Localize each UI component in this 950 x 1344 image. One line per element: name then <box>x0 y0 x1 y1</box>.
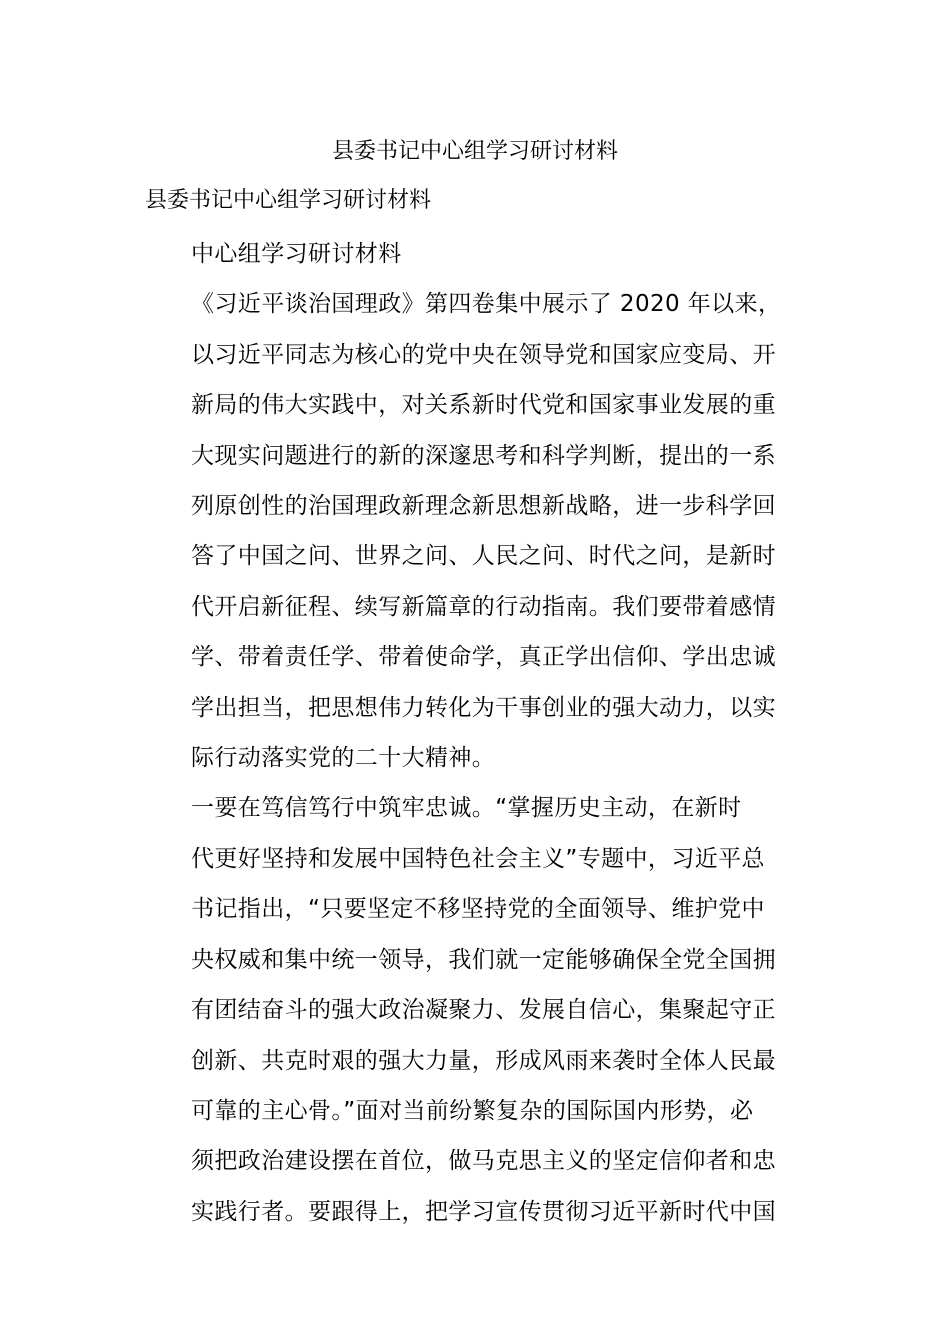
paragraph-line: 央权威和集中统一领导，我们就一定能够确保全党全国拥 <box>191 946 776 973</box>
document-body <box>145 229 817 1237</box>
paragraph-line: 代更好坚持和发展中国特色社会主义”专题中，习近平总 <box>191 845 765 872</box>
paragraph-1 <box>145 279 817 783</box>
paragraph-line: 一要在笃信笃行中筑牢忠诚。“掌握历史主动，在新时 <box>191 795 742 822</box>
document-title: 县委书记中心组学习研讨材料 <box>331 139 618 164</box>
section-heading: 中心组学习研讨材料 <box>191 241 402 267</box>
paragraph-line: 可靠的主心骨。”面对当前纷繁复杂的国际国内形势，必 <box>191 1097 754 1124</box>
paragraph-line: 答了中国之问、世界之问、人民之问、时代之问，是新时 <box>191 543 776 570</box>
paragraph-line: 际行动落实党的二十大精神。 <box>191 745 496 772</box>
paragraph-line: 有团结奋斗的强大政治凝聚力、发展自信心，集聚起守正 <box>191 997 776 1024</box>
paragraph-line: 大现实问题进行的新的深邃思考和科学判断，提出的一系 <box>191 442 776 469</box>
paragraph-line: 代开启新征程、续写新篇章的行动指南。我们要带着感情 <box>191 593 776 620</box>
paragraph-line: 学出担当，把思想伟力转化为干事创业的强大动力，以实 <box>191 694 776 721</box>
paragraph-line: 新局的伟大实践中，对关系新时代党和国家事业发展的重 <box>191 392 776 419</box>
paragraph-line: 列原创性的治国理政新理念新思想新战略，进一步科学回 <box>191 493 776 520</box>
paragraph-line: 书记指出，“只要坚定不移坚持党的全面领导、维护党中 <box>191 896 765 923</box>
document-subtitle: 县委书记中心组学习研讨材料 <box>145 188 432 213</box>
paragraph-line: 实践行者。要跟得上，把学习宣传贯彻习近平新时代中国 <box>191 1198 776 1225</box>
paragraph-line: 创新、共克时艰的强大力量，形成风雨来袭时全体人民最 <box>191 1047 776 1074</box>
paragraph-line: 以习近平同志为核心的党中央在领导党和国家应变局、开 <box>191 341 776 368</box>
paragraph-line: 须把政治建设摆在首位，做马克思主义的坚定信仰者和忠 <box>191 1148 776 1175</box>
paragraph-line: 学、带着责任学、带着使命学，真正学出信仰、学出忠诚 <box>191 644 776 671</box>
paragraph-2 <box>145 783 817 1237</box>
paragraph-line: 《习近平谈治国理政》第四卷集中展示了 2020 年以来， <box>191 291 782 318</box>
